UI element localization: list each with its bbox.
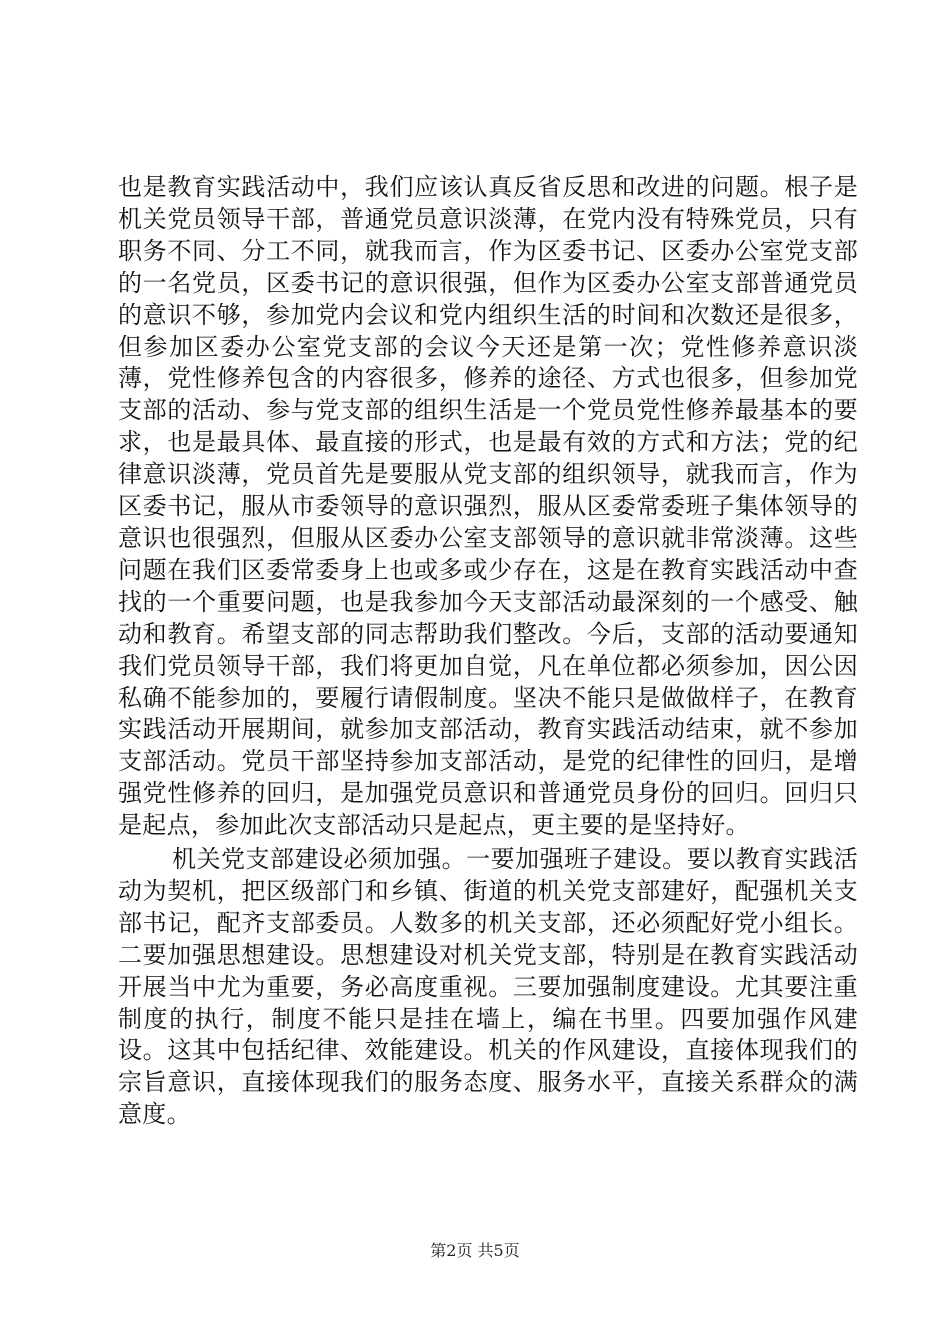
paragraph-continuation: 也是教育实践活动中，我们应该认真反省反思和改进的问题。根子是机关党员领导干部，普通党员意识淡薄，在党内没有特殊党员，只有职务不同、分工不同，就我而言，作为区委书记、区委办公室党支部的一名党员，区委书记的意识很强，但作为区委办公室支部普通党员的意识不够，参加党内会议和党内组织生活的时间和次数还是很多，但参加区委办公室党支部的会议今天还是第一次；党性修养意识淡薄，党性修养包含的内容很多，修养的途径、方式也很多，但参加党支部的活动、参与党支部的组织生活是一个党员党性修养最基本的要求，也是最具体、最直接的形式，也是最有效的方式和方法；党的纪律意识淡薄，党员首先是要服从党支部的组织领导，就我而言，作为区委书记，服从市委领导的意识强烈，服从区委常委班子集体领导的意识也很强烈，但服从区委办公室支部领导的意识就非常淡薄。这些问题在我们区委常委身上也或多或少存在，这是在教育实践活动中查找的一个重要问题，也是我参加今天支部活动最深刻的一个感受、触动和教育。希望支部的同志帮助我们整改。今后，支部的活动要通知我们党员领导干部，我们将更加自觉，凡在单位都必须参加，因公因私确不能参加的，要履行请假制度。坚决不能只是做做样子，在教育实践活动开展期间，就参加支部活动，教育实践活动结束，就不参加支部活动。党员干部坚持参加支部活动，是党的纪律性的回归，是增强党性修养的回归，是加强党员意识和普通党员身份的回归。回归只是起点，参加此次支部活动只是起点，更主要的是坚持好。 bbox=[118, 173, 858, 840]
page-number-footer: 第2页 共5页 bbox=[430, 1241, 520, 1260]
paragraph-party-branch-building: 机关党支部建设必须加强。一要加强班子建设。要以教育实践活动为契机，把区级部门和乡镇、街道的机关党支部建好，配强机关支部书记，配齐支部委员。人数多的机关支部，还必须配好党小组长。二要加强思想建设。思想建设对机关党支部，特别是在教育实践活动开展当中尤为重要，务必高度重视。三要加强制度建设。尤其要注重制度的执行，制度不能只是挂在墙上，编在书里。四要加强作风建设。这其中包括纪律、效能建设。机关的作风建设，直接体现我们的宗旨意识，直接体现我们的服务态度、服务水平，直接关系群众的满意度。 bbox=[118, 845, 858, 1129]
document-body bbox=[118, 172, 858, 1131]
